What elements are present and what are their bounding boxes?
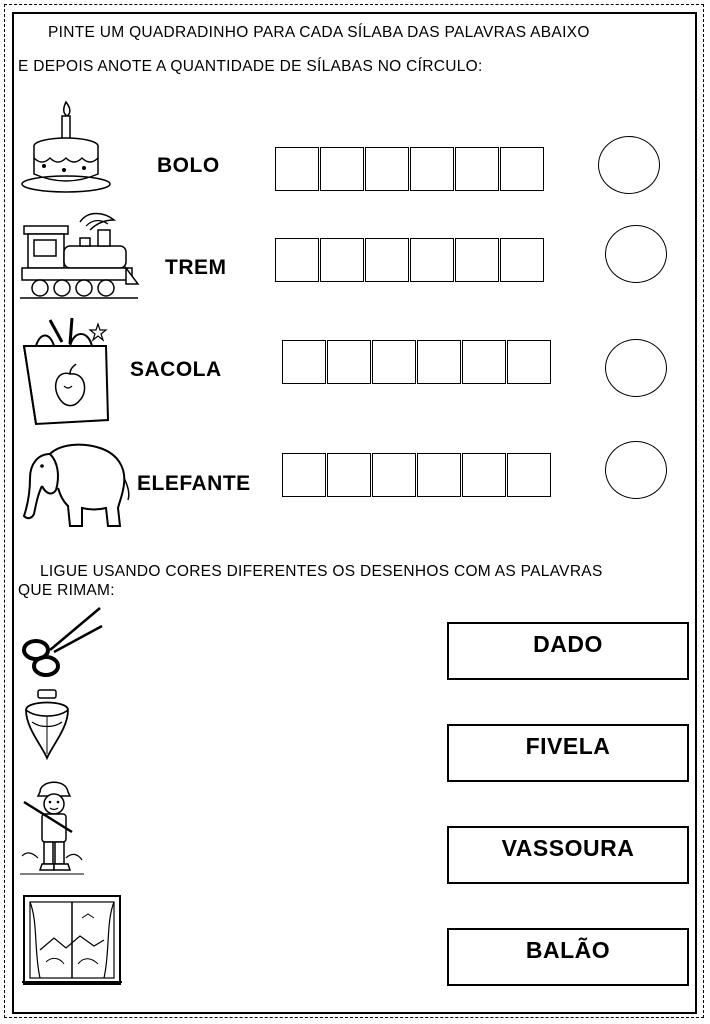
syllable-count-circle-bolo[interactable]	[598, 136, 660, 194]
syllable-box[interactable]	[282, 340, 326, 384]
window-icon	[20, 892, 124, 988]
syllable-count-circle-sacola[interactable]	[605, 339, 667, 397]
syllable-boxes-bolo[interactable]	[275, 147, 545, 191]
syllable-box[interactable]	[275, 238, 319, 282]
syllable-box[interactable]	[320, 147, 364, 191]
instruction-line-4: QUE RIMAM:	[18, 582, 115, 599]
syllable-count-circle-trem[interactable]	[605, 225, 667, 283]
syllable-box[interactable]	[455, 147, 499, 191]
syllable-box[interactable]	[365, 147, 409, 191]
syllable-boxes-sacola[interactable]	[282, 340, 552, 384]
rhyme-word-label: BALÃO	[525, 936, 611, 963]
soldier-icon	[20, 772, 84, 880]
train-icon	[18, 208, 140, 304]
word-bolo: BOLO	[157, 154, 220, 177]
syllable-box[interactable]	[320, 238, 364, 282]
elephant-icon	[20, 438, 132, 534]
syllable-box[interactable]	[327, 340, 371, 384]
syllable-box[interactable]	[500, 238, 544, 282]
syllable-boxes-elefante[interactable]	[282, 453, 552, 497]
rhyme-word-box-balao[interactable]	[447, 928, 689, 986]
syllable-box[interactable]	[417, 340, 461, 384]
syllable-count-circle-elefante[interactable]	[605, 441, 667, 499]
syllable-box[interactable]	[282, 453, 326, 497]
instruction-line-2: E DEPOIS ANOTE A QUANTIDADE DE SÍLABAS NO CÍRCULO:	[18, 58, 483, 75]
syllable-box[interactable]	[455, 238, 499, 282]
syllable-box[interactable]	[417, 453, 461, 497]
syllable-box[interactable]	[500, 147, 544, 191]
cake-icon	[20, 96, 116, 196]
word-sacola: SACOLA	[130, 358, 222, 381]
syllable-box[interactable]	[507, 453, 551, 497]
bag-icon	[20, 316, 110, 426]
rhyme-word-box-vassoura[interactable]	[447, 826, 689, 884]
word-trem: TREM	[165, 256, 227, 279]
rhyme-word-box-fivela[interactable]	[447, 724, 689, 782]
instruction-line-1: PINTE UM QUADRADINHO PARA CADA SÍLABA DAS PALAVRAS ABAIXO	[48, 24, 590, 41]
syllable-box[interactable]	[365, 238, 409, 282]
word-elefante: ELEFANTE	[137, 472, 251, 495]
rhyme-word-box-dado[interactable]	[447, 622, 689, 680]
syllable-box[interactable]	[462, 453, 506, 497]
syllable-box[interactable]	[372, 340, 416, 384]
syllable-box[interactable]	[410, 147, 454, 191]
syllable-box[interactable]	[327, 453, 371, 497]
instruction-line-3: LIGUE USANDO CORES DIFERENTES OS DESENHOS COM AS PALAVRAS	[40, 563, 603, 580]
rhyme-word-label: VASSOURA	[501, 834, 635, 861]
syllable-box[interactable]	[275, 147, 319, 191]
syllable-boxes-trem[interactable]	[275, 238, 545, 282]
spinning-top-icon	[20, 688, 76, 760]
rhyme-word-label: FIVELA	[525, 732, 611, 759]
syllable-box[interactable]	[462, 340, 506, 384]
rhyme-word-label: DADO	[533, 630, 603, 657]
syllable-box[interactable]	[372, 453, 416, 497]
scissors-icon	[20, 604, 104, 678]
syllable-box[interactable]	[507, 340, 551, 384]
syllable-box[interactable]	[410, 238, 454, 282]
